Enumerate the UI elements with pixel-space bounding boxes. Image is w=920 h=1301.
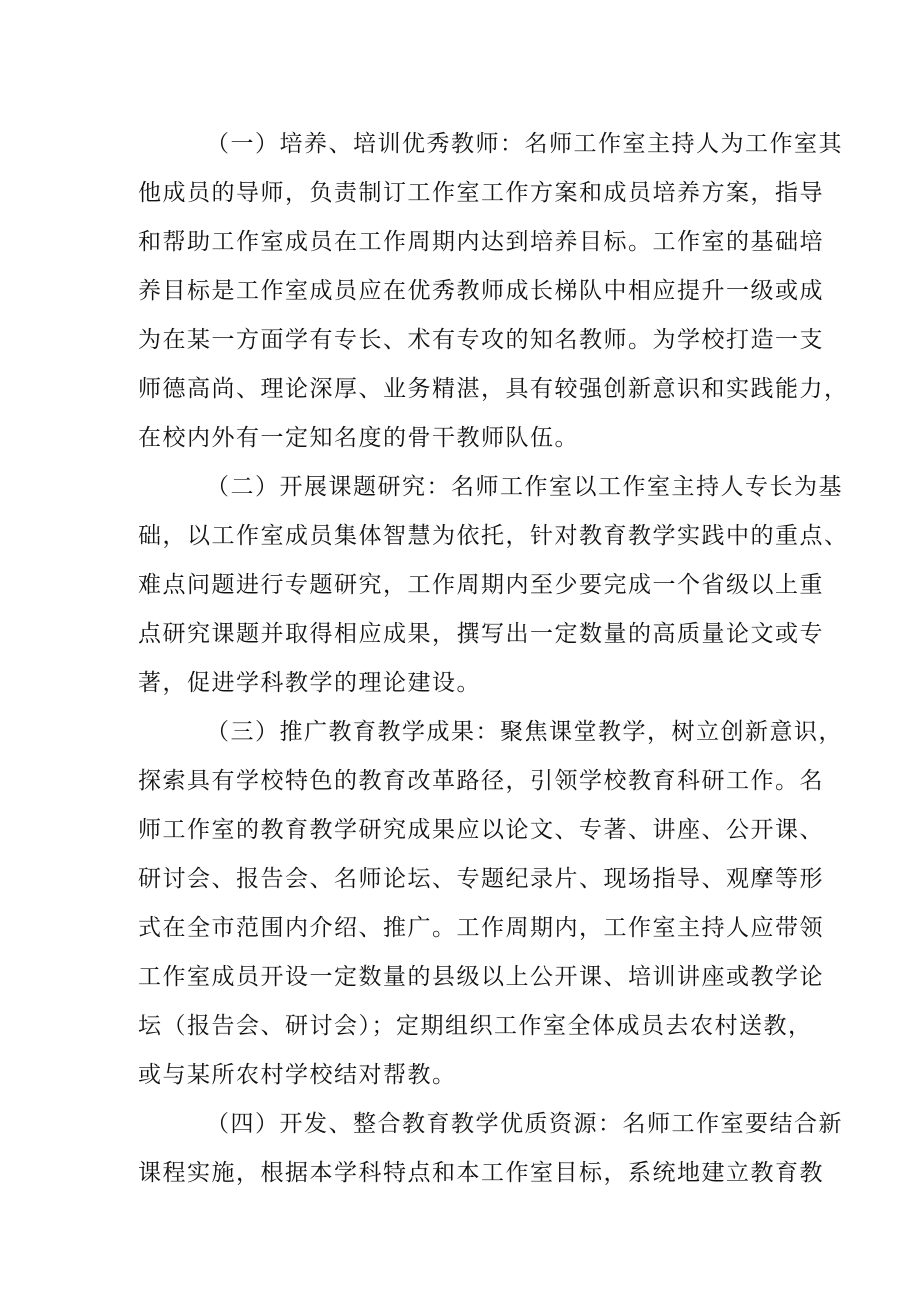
paragraph-line: 为在某一方面学有专长、术有专攻的知名教师。为学校打造一支 (138, 327, 824, 353)
paragraph-line: 探索具有学校特色的教育改革路径，引领学校教育科研工作。名 (138, 768, 824, 794)
paragraph-line: 难点问题进行专题研究，工作周期内至少要完成一个省级以上重 (138, 572, 824, 598)
paragraph-line: 或与某所农村学校结对帮教。 (138, 1062, 457, 1088)
paragraph-2 (138, 463, 849, 708)
paragraph-line: 他成员的导师，负责制订工作室工作方案和成员培养方案，指导 (138, 180, 824, 206)
paragraph-line: 养目标是工作室成员应在优秀教师成长梯队中相应提升一级或成 (138, 278, 824, 304)
paragraph-line: 工作室成员开设一定数量的县级以上公开课、培训讲座或教学论 (138, 964, 824, 990)
paragraph-line: （二）开展课题研究：名师工作室以工作室主持人专长为基 (206, 474, 843, 500)
paragraph-line: 研讨会、报告会、名师论坛、专题纪录片、现场指导、观摩等形 (138, 866, 824, 892)
paragraph-line: 点研究课题并取得相应成果，撰写出一定数量的高质量论文或专 (138, 621, 824, 647)
paragraph-line: 师德高尚、理论深厚、业务精湛，具有较强创新意识和实践能力， (138, 376, 849, 402)
paragraph-line: 师工作室的教育教学研究成果应以论文、专著、讲座、公开课、 (138, 817, 824, 843)
paragraph-line: （一）培养、培训优秀教师：名师工作室主持人为工作室其 (206, 131, 843, 157)
paragraph-line: 课程实施，根据本学科特点和本工作室目标，系统地建立教育教 (138, 1160, 824, 1186)
paragraph-4 (138, 1100, 843, 1198)
paragraph-line: 坛（报告会、研讨会）；定期组织工作室全体成员去农村送教， (138, 1013, 813, 1039)
paragraph-line: 础，以工作室成员集体智慧为依托，针对教育教学实践中的重点、 (138, 523, 849, 549)
paragraph-line: （三）推广教育教学成果：聚焦课堂教学，树立创新意识， (206, 719, 843, 745)
paragraph-line: 著，促进学科教学的理论建设。 (138, 670, 481, 696)
document-body (138, 120, 849, 1198)
paragraph-1 (138, 120, 849, 463)
paragraph-line: 在校内外有一定知名度的骨干教师队伍。 (138, 425, 579, 451)
paragraph-line: 和帮助工作室成员在工作周期内达到培养目标。工作室的基础培 (138, 229, 824, 255)
paragraph-3 (138, 708, 843, 1100)
paragraph-line: （四）开发、整合教育教学优质资源：名师工作室要结合新 (206, 1111, 843, 1137)
paragraph-line: 式在全市范围内介绍、推广。工作周期内，工作室主持人应带领 (138, 915, 824, 941)
